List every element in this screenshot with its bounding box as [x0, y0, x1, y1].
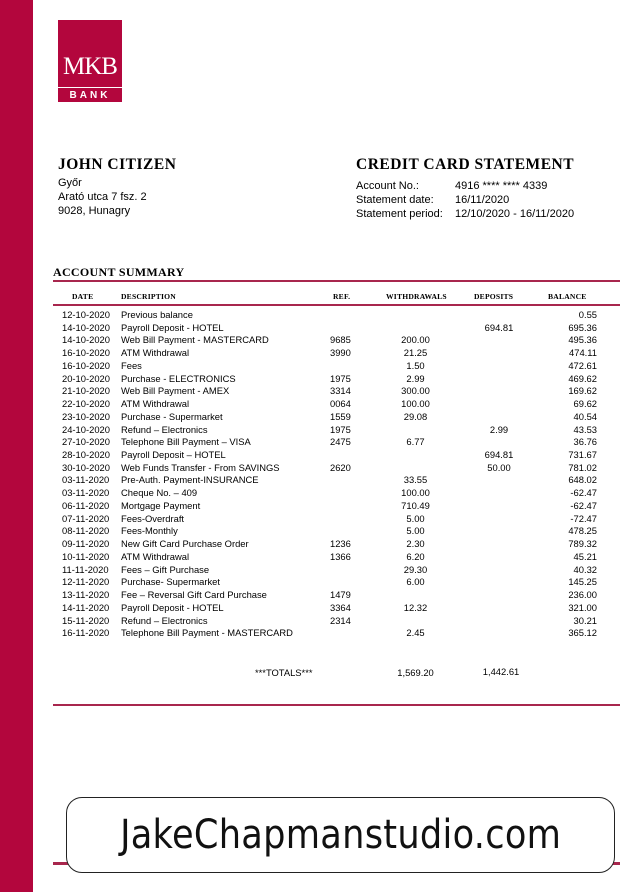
- totals-deposits: 1,442.61: [482, 666, 520, 677]
- mkb-bank-logo: [58, 20, 122, 102]
- row-ref: 3990: [330, 347, 351, 359]
- row-description: Web Bill Payment - AMEX: [121, 385, 230, 397]
- row-withdrawal: 6.00: [406, 576, 425, 588]
- row-description: Fees-Overdraft: [121, 512, 185, 524]
- customer-street: Arató utca 7 fsz. 2: [58, 191, 147, 203]
- row-balance: -62.47: [570, 499, 597, 511]
- table-row: [0, 424, 630, 437]
- row-deposit: 694.81: [484, 321, 514, 333]
- row-balance: 321.00: [568, 601, 597, 613]
- totals-bottom-rule: [53, 704, 620, 706]
- row-balance: 731.67: [568, 449, 597, 461]
- column-header-balance: BALANCE: [548, 292, 587, 301]
- row-withdrawal: 710.49: [401, 499, 430, 511]
- row-description: Previous balance: [121, 309, 193, 320]
- row-date: 30-10-2020: [62, 461, 110, 473]
- table-row: [0, 627, 630, 640]
- customer-city: Győr: [58, 177, 82, 189]
- row-ref: 3314: [330, 385, 351, 397]
- row-deposit: 694.81: [484, 449, 514, 461]
- row-ref: 1975: [330, 423, 351, 435]
- table-row: [0, 462, 630, 475]
- table-row: [0, 360, 630, 373]
- table-row: [0, 436, 630, 449]
- header-bottom-rule: [53, 304, 620, 306]
- row-description: Telephone Bill Payment - MASTERCARD: [121, 627, 293, 639]
- row-balance: 365.12: [568, 627, 597, 639]
- row-description: Refund – Electronics: [121, 423, 208, 435]
- row-date: 16-11-2020: [62, 627, 110, 639]
- row-ref: 2475: [330, 436, 351, 448]
- row-balance: 781.02: [568, 461, 597, 473]
- row-description: Mortgage Payment: [121, 499, 201, 511]
- row-balance: 145.25: [568, 576, 597, 588]
- row-ref: 1975: [330, 372, 351, 384]
- row-balance: 43.53: [573, 423, 597, 435]
- row-deposit: 50.00: [487, 461, 511, 473]
- row-balance: 36.76: [573, 436, 597, 448]
- row-description: ATM Withdrawal: [121, 347, 190, 359]
- row-balance: 236.00: [568, 589, 597, 601]
- row-description: Fees: [121, 359, 142, 371]
- row-date: 15-11-2020: [62, 614, 110, 626]
- row-date: 14-11-2020: [62, 601, 110, 613]
- row-date: 12-11-2020: [62, 576, 110, 588]
- row-balance: 789.32: [568, 538, 597, 550]
- row-date: 16-10-2020: [62, 347, 110, 359]
- row-balance: 40.32: [573, 563, 597, 575]
- row-balance: 478.25: [568, 525, 597, 537]
- table-row: [0, 449, 630, 462]
- row-balance: 495.36: [568, 334, 597, 346]
- table-row: [0, 309, 630, 322]
- row-date: 10-11-2020: [62, 550, 110, 562]
- table-row: [0, 538, 630, 551]
- row-balance: 648.02: [568, 474, 597, 486]
- table-row: [0, 589, 630, 602]
- table-row: [0, 411, 630, 424]
- row-description: Purchase- Supermarket: [121, 576, 221, 588]
- account-summary-title: ACCOUNT SUMMARY: [53, 265, 185, 279]
- logo-wordmark: MKB: [63, 53, 117, 80]
- row-ref: 9685: [330, 334, 351, 346]
- row-description: Payroll Deposit - HOTEL: [121, 601, 224, 613]
- row-withdrawal: 21.25: [403, 347, 428, 359]
- row-withdrawal: 5.00: [406, 525, 425, 537]
- logo-subtext: BANK: [58, 87, 122, 102]
- row-description: Cheque No. – 409: [121, 487, 198, 499]
- watermark-text: JakeChapmanstudio.com: [119, 812, 562, 858]
- column-header-deposits: DEPOSITS: [474, 292, 514, 301]
- row-ref: 1559: [330, 410, 351, 422]
- table-row: [0, 500, 630, 513]
- row-withdrawal: 1.50: [406, 359, 425, 371]
- watermark-banner: [66, 797, 615, 873]
- table-row: [0, 487, 630, 500]
- row-date: 20-10-2020: [62, 372, 110, 384]
- row-date: 11-11-2020: [62, 563, 109, 575]
- row-date: 12-10-2020: [62, 309, 110, 320]
- row-description: Purchase - Supermarket: [121, 410, 223, 422]
- table-row: [0, 564, 630, 577]
- column-header-description: DESCRIPTION: [121, 292, 176, 301]
- row-withdrawal: 2.45: [406, 627, 425, 639]
- row-description: Payroll Deposit - HOTEL: [121, 321, 224, 333]
- row-withdrawal: 300.00: [401, 385, 430, 397]
- row-date: 24-10-2020: [62, 423, 110, 435]
- row-description: Web Funds Transfer - From SAVINGS: [121, 461, 280, 473]
- row-date: 07-11-2020: [62, 512, 110, 524]
- table-row: [0, 322, 630, 335]
- row-description: ATM Withdrawal: [121, 398, 190, 410]
- row-balance: 472.61: [568, 359, 597, 371]
- column-header-ref: REF.: [333, 292, 351, 301]
- row-date: 13-11-2020: [62, 589, 110, 601]
- row-withdrawal: 6.77: [406, 436, 425, 448]
- row-date: 14-10-2020: [62, 321, 110, 333]
- row-description: Telephone Bill Payment – VISA: [121, 436, 251, 448]
- table-row: [0, 385, 630, 398]
- table-row: [0, 602, 630, 615]
- statement-date-value: 16/11/2020: [455, 194, 510, 206]
- row-ref: 1366: [330, 550, 351, 562]
- table-row: [0, 525, 630, 538]
- row-balance: 474.11: [569, 347, 597, 359]
- row-date: 06-11-2020: [62, 499, 110, 511]
- row-date: 21-10-2020: [62, 385, 110, 397]
- table-row: [0, 513, 630, 526]
- row-balance: 30.21: [573, 614, 597, 626]
- row-ref: 1236: [330, 538, 351, 550]
- row-balance: 69.62: [573, 398, 597, 410]
- row-description: Pre-Auth. Payment-INSURANCE: [121, 474, 259, 486]
- customer-name: JOHN CITIZEN: [58, 156, 177, 173]
- column-header-withdrawals: WITHDRAWALS: [386, 292, 447, 301]
- row-date: 27-10-2020: [62, 436, 110, 448]
- totals-label: ***TOTALS***: [255, 667, 313, 678]
- summary-top-rule: [53, 280, 620, 282]
- row-balance: 45.21: [573, 550, 597, 562]
- table-row: [0, 347, 630, 360]
- row-date: 03-11-2020: [62, 474, 110, 486]
- row-withdrawal: 2.99: [406, 372, 425, 384]
- row-balance: 169.62: [568, 385, 597, 397]
- row-withdrawal: 100.00: [401, 487, 430, 499]
- table-row: [0, 551, 630, 564]
- row-withdrawal: 2.30: [406, 538, 425, 550]
- row-date: 16-10-2020: [62, 359, 110, 371]
- statement-title: CREDIT CARD STATEMENT: [356, 156, 575, 173]
- row-description: Refund – Electronics: [121, 614, 208, 626]
- row-deposit: 2.99: [489, 423, 509, 435]
- row-balance: 469.62: [568, 372, 597, 384]
- row-withdrawal: 5.00: [406, 512, 425, 524]
- row-balance: -72.47: [570, 512, 597, 524]
- row-description: Payroll Deposit – HOTEL: [121, 449, 226, 461]
- row-date: 08-11-2020: [62, 525, 110, 537]
- row-ref: 3364: [330, 601, 351, 613]
- table-row: [0, 576, 630, 589]
- row-date: 28-10-2020: [62, 449, 110, 461]
- row-balance: 40.54: [573, 410, 597, 422]
- table-row: [0, 474, 630, 487]
- row-date: 03-11-2020: [62, 487, 110, 499]
- row-ref: 0064: [330, 398, 351, 410]
- column-header-date: DATE: [72, 292, 94, 301]
- row-date: 22-10-2020: [62, 398, 110, 410]
- customer-postcode: 9028, Hunagry: [58, 205, 131, 217]
- row-date: 09-11-2020: [62, 538, 110, 550]
- table-row: [0, 398, 630, 411]
- row-ref: 2620: [330, 461, 351, 473]
- account-number-value: 4916 **** **** 4339: [455, 180, 548, 192]
- row-withdrawal: 12.32: [403, 601, 428, 613]
- row-balance: 0.55: [578, 309, 597, 320]
- row-description: Fee – Reversal Gift Card Purchase: [121, 589, 267, 601]
- row-description: ATM Withdrawal: [121, 550, 190, 562]
- row-description: Web Bill Payment - MASTERCARD: [121, 334, 269, 346]
- row-ref: 1479: [330, 589, 351, 601]
- statement-period-value: 12/10/2020 - 16/11/2020: [455, 208, 575, 220]
- row-description: Fees-Monthly: [121, 525, 178, 537]
- statement-period-label: Statement period:: [356, 208, 443, 220]
- table-row: [0, 615, 630, 628]
- statement-date-label: Statement date:: [356, 194, 434, 206]
- row-balance: -62.47: [570, 487, 597, 499]
- row-balance: 695.36: [568, 321, 597, 333]
- row-date: 23-10-2020: [62, 410, 110, 422]
- row-ref: 2314: [330, 614, 351, 626]
- row-description: New Gift Card Purchase Order: [121, 538, 249, 550]
- row-withdrawal: 200.00: [401, 334, 430, 346]
- row-withdrawal: 33.55: [403, 474, 428, 486]
- totals-withdrawals: 1,569.20: [397, 667, 434, 678]
- row-withdrawal: 29.30: [403, 563, 428, 575]
- row-withdrawal: 6.20: [406, 550, 425, 562]
- row-description: Fees – Gift Purchase: [121, 563, 210, 575]
- row-description: Purchase - ELECTRONICS: [121, 372, 236, 384]
- row-withdrawal: 29.08: [403, 410, 428, 422]
- row-withdrawal: 100.00: [401, 398, 430, 410]
- table-row: [0, 373, 630, 386]
- account-number-label: Account No.:: [356, 180, 419, 192]
- table-row: [0, 334, 630, 347]
- row-date: 14-10-2020: [62, 334, 110, 346]
